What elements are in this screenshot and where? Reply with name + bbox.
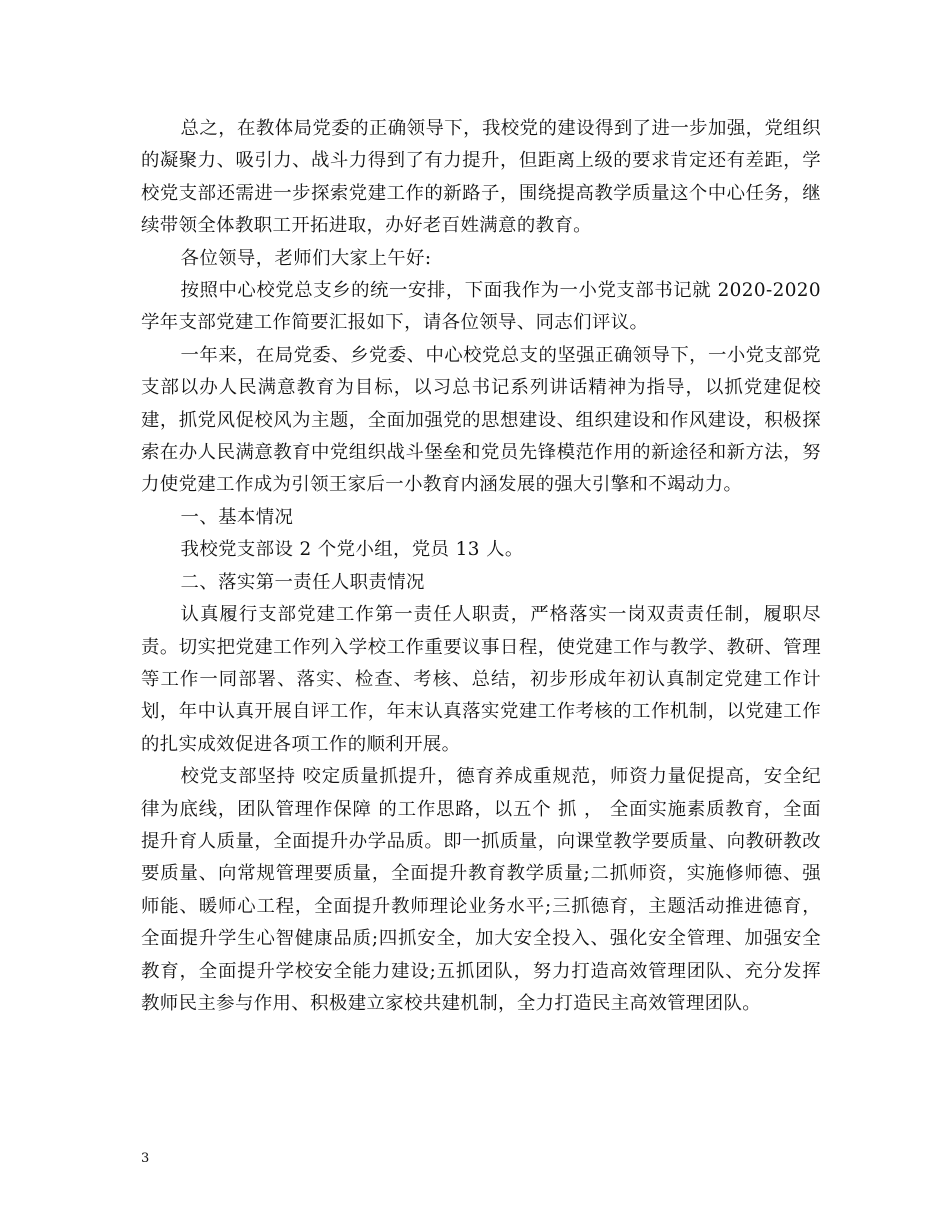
paragraph-basic-situation: 我校党支部设 2 个党小组，党员 13 人。 bbox=[180, 539, 524, 561]
document-body bbox=[141, 113, 821, 1020]
paragraph-overview: 一年来，在局党委、乡党委、中心校党总支的坚强正确领导下，一小党支部党支部以办人民满意教育为目标，以习总书记系列讲话精神为指导，以抓党建促校建，抓党风促校风为主题，全面加强党的思想建设、组织建设和作风建设，积极探索在办人民满意教育中党组织战斗堡垒和党员先锋模范作用的新途径和新方法，努力使党建工作成为引领王家后一小教育内涵发展的强大引擎和不竭动力。 bbox=[141, 344, 821, 496]
paragraph-responsibility: 认真履行支部党建工作第一责任人职责，严格落实一岗双责责任制，履职尽责。切实把党建工作列入学校工作重要议事日程，使党建工作与教学、教研、管理等工作一同部署、落实、检查、考核、总结，初步形成年初认真制定党建工作计划，年中认真开展自评工作，年末认真落实党建工作考核的工作机制，以党建工作的扎实成效促进各项工作的顺利开展。 bbox=[141, 604, 821, 755]
paragraph-introduction: 按照中心校党总支乡的统一安排，下面我作为一小党支部书记就 2020-2020 学年支部党建工作简要汇报如下，请各位领导、同志们评议。 bbox=[141, 280, 821, 334]
paragraph-conclusion: 总之，在教体局党委的正确领导下，我校党的建设得到了进一步加强，党组织的凝聚力、吸引力、战斗力得到了有力提升，但距离上级的要求肯定还有差距，学校党支部还需进一步探索党建工作的新路子，围绕提高教学质量这个中心任务，继续带领全体教职工开拓进取，办好老百姓满意的教育。 bbox=[141, 118, 821, 237]
page-number: 3 bbox=[141, 1151, 150, 1166]
paragraph-work-approach: 校党支部坚持 咬定质量抓提升，德育养成重规范，师资力量促提高，安全纪律为底线，团队管理作保障 的工作思路，以五个 抓 ， 全面实施素质教育，全面提升育人质量，全面提升办学品质。即一抓质量，向课堂教学要质量、向教研教改要质量、向常规管理要质量，全面提升教育教学质量;二抓师资，实施修师德、强师能、暖师心工程，全面提升教师理论业务水平;三抓德育，主题活动推进德育，全面提升学生心智健康品质;四抓安全，加大安全投入、强化安全管理、加强安全教育，全面提升学校安全能力建设;五抓团队，努力打造高效管理团队、充分发挥教师民主参与作用、积极建立家校共建机制，全力打造民主高效管理团队。 bbox=[141, 766, 821, 1014]
section-heading-responsibility: 二、落实第一责任人职责情况 bbox=[180, 571, 425, 593]
section-heading-basic-situation: 一、基本情况 bbox=[180, 506, 294, 528]
paragraph-greeting: 各位领导，老师们大家上午好: bbox=[180, 247, 432, 269]
